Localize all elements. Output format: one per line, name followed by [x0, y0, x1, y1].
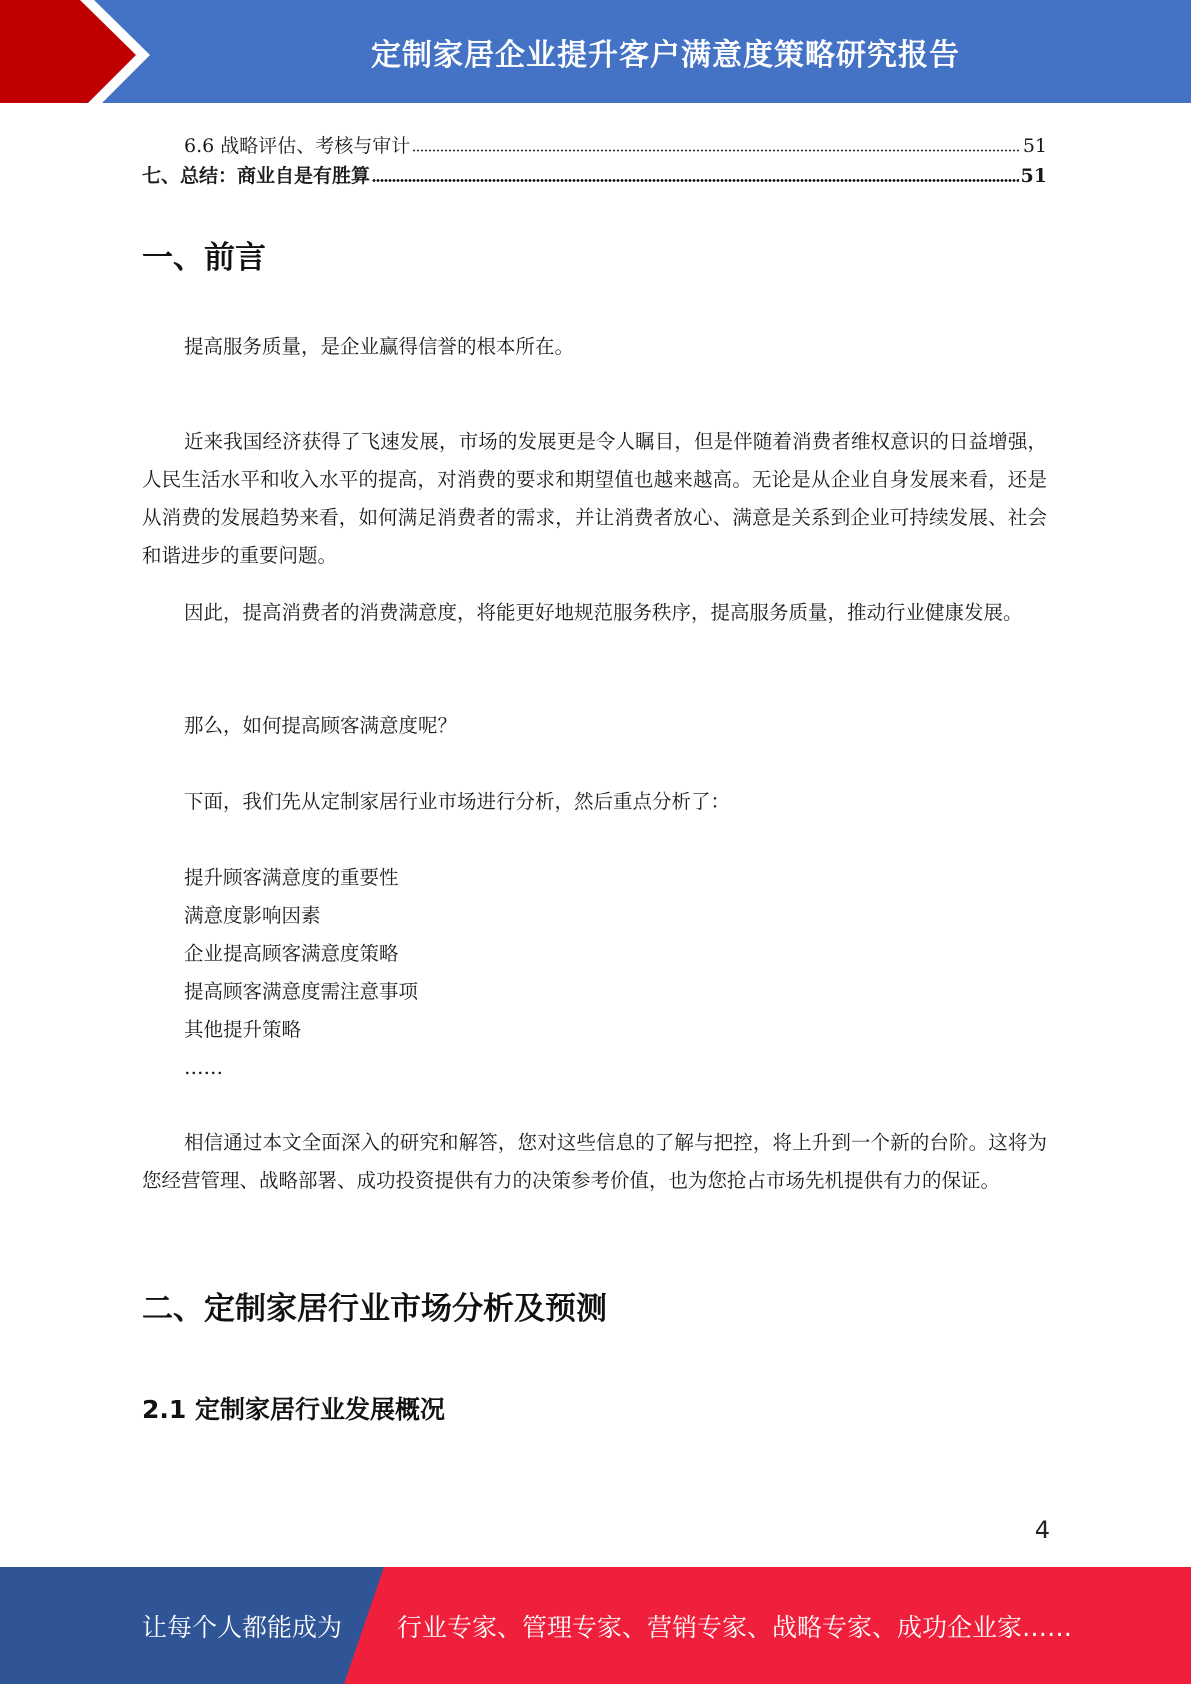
toc-entry-page: 51 [1022, 135, 1047, 157]
toc-entry-label: 七、总结：商业自是有胜算 [142, 165, 371, 187]
list-item: 企业提高顾客满意度策略 [184, 942, 399, 965]
list-item: …… [184, 1056, 223, 1079]
paragraph: 那么，如何提高顾客满意度呢？ [184, 714, 458, 737]
list-item: 满意度影响因素 [184, 904, 321, 927]
toc-entry-6-6[interactable] [184, 128, 1047, 158]
paragraph: 提高服务质量，是企业赢得信誉的根本所在。 [184, 335, 575, 358]
toc-entry-page: 51 [1020, 165, 1047, 187]
paragraph: 下面，我们先从定制家居行业市场进行分析，然后重点分析了： [184, 790, 731, 813]
footer-banner [0, 1567, 1191, 1684]
toc-entry-7[interactable] [142, 158, 1047, 188]
toc-leader-dots [412, 148, 1021, 153]
paragraph: 因此，提高消费者的消费满意度，将能更好地规范服务秩序，提高服务质量，推动行业健康发展。 [184, 601, 1023, 624]
list-item: 提升顾客满意度的重要性 [184, 866, 399, 889]
toc-entry-label: 6.6 战略评估、考核与审计 [184, 135, 411, 157]
header-banner [0, 0, 1191, 111]
footer-slogan-left: 让每个人都能成为 [142, 1612, 343, 1642]
paragraph: 相信通过本文全面深入的研究和解答，您对这些信息的了解与把控，将上升到一个新的台阶。这将为您经营管理、战略部署、成功投资提供有力的决策参考价值，也为您抢占市场先机提供有力的保证。 [142, 1131, 1047, 1192]
subsection-heading: 2.1 定制家居行业发展概况 [142, 1395, 445, 1424]
report-title: 定制家居企业提升客户满意度策略研究报告 [371, 37, 960, 73]
page-number: 4 [1034, 1516, 1050, 1544]
list-item: 其他提升策略 [184, 1018, 302, 1041]
topic-list [184, 859, 418, 1087]
section-heading-preface: 一、前言 [142, 240, 266, 276]
section-heading-market-analysis: 二、定制家居行业市场分析及预测 [142, 1291, 607, 1327]
footer-slogan-right: 行业专家、管理专家、营销专家、战略专家、成功企业家…… [397, 1612, 1073, 1642]
toc-leader-dots [372, 178, 1019, 183]
paragraph: 近来我国经济获得了飞速发展，市场的发展更是令人瞩目，但是伴随着消费者维权意识的日益增强，人民生活水平和收入水平的提高，对消费的要求和期望值也越来越高。无论是从企业自身发展来看，还是从消费的发展趋势来看，如何满足消费者的需求，并让消费者放心、满意是关系到企业可持续发展、社会和谐进步的重要问题。 [142, 430, 1047, 567]
list-item: 提高顾客满意度需注意事项 [184, 980, 419, 1003]
